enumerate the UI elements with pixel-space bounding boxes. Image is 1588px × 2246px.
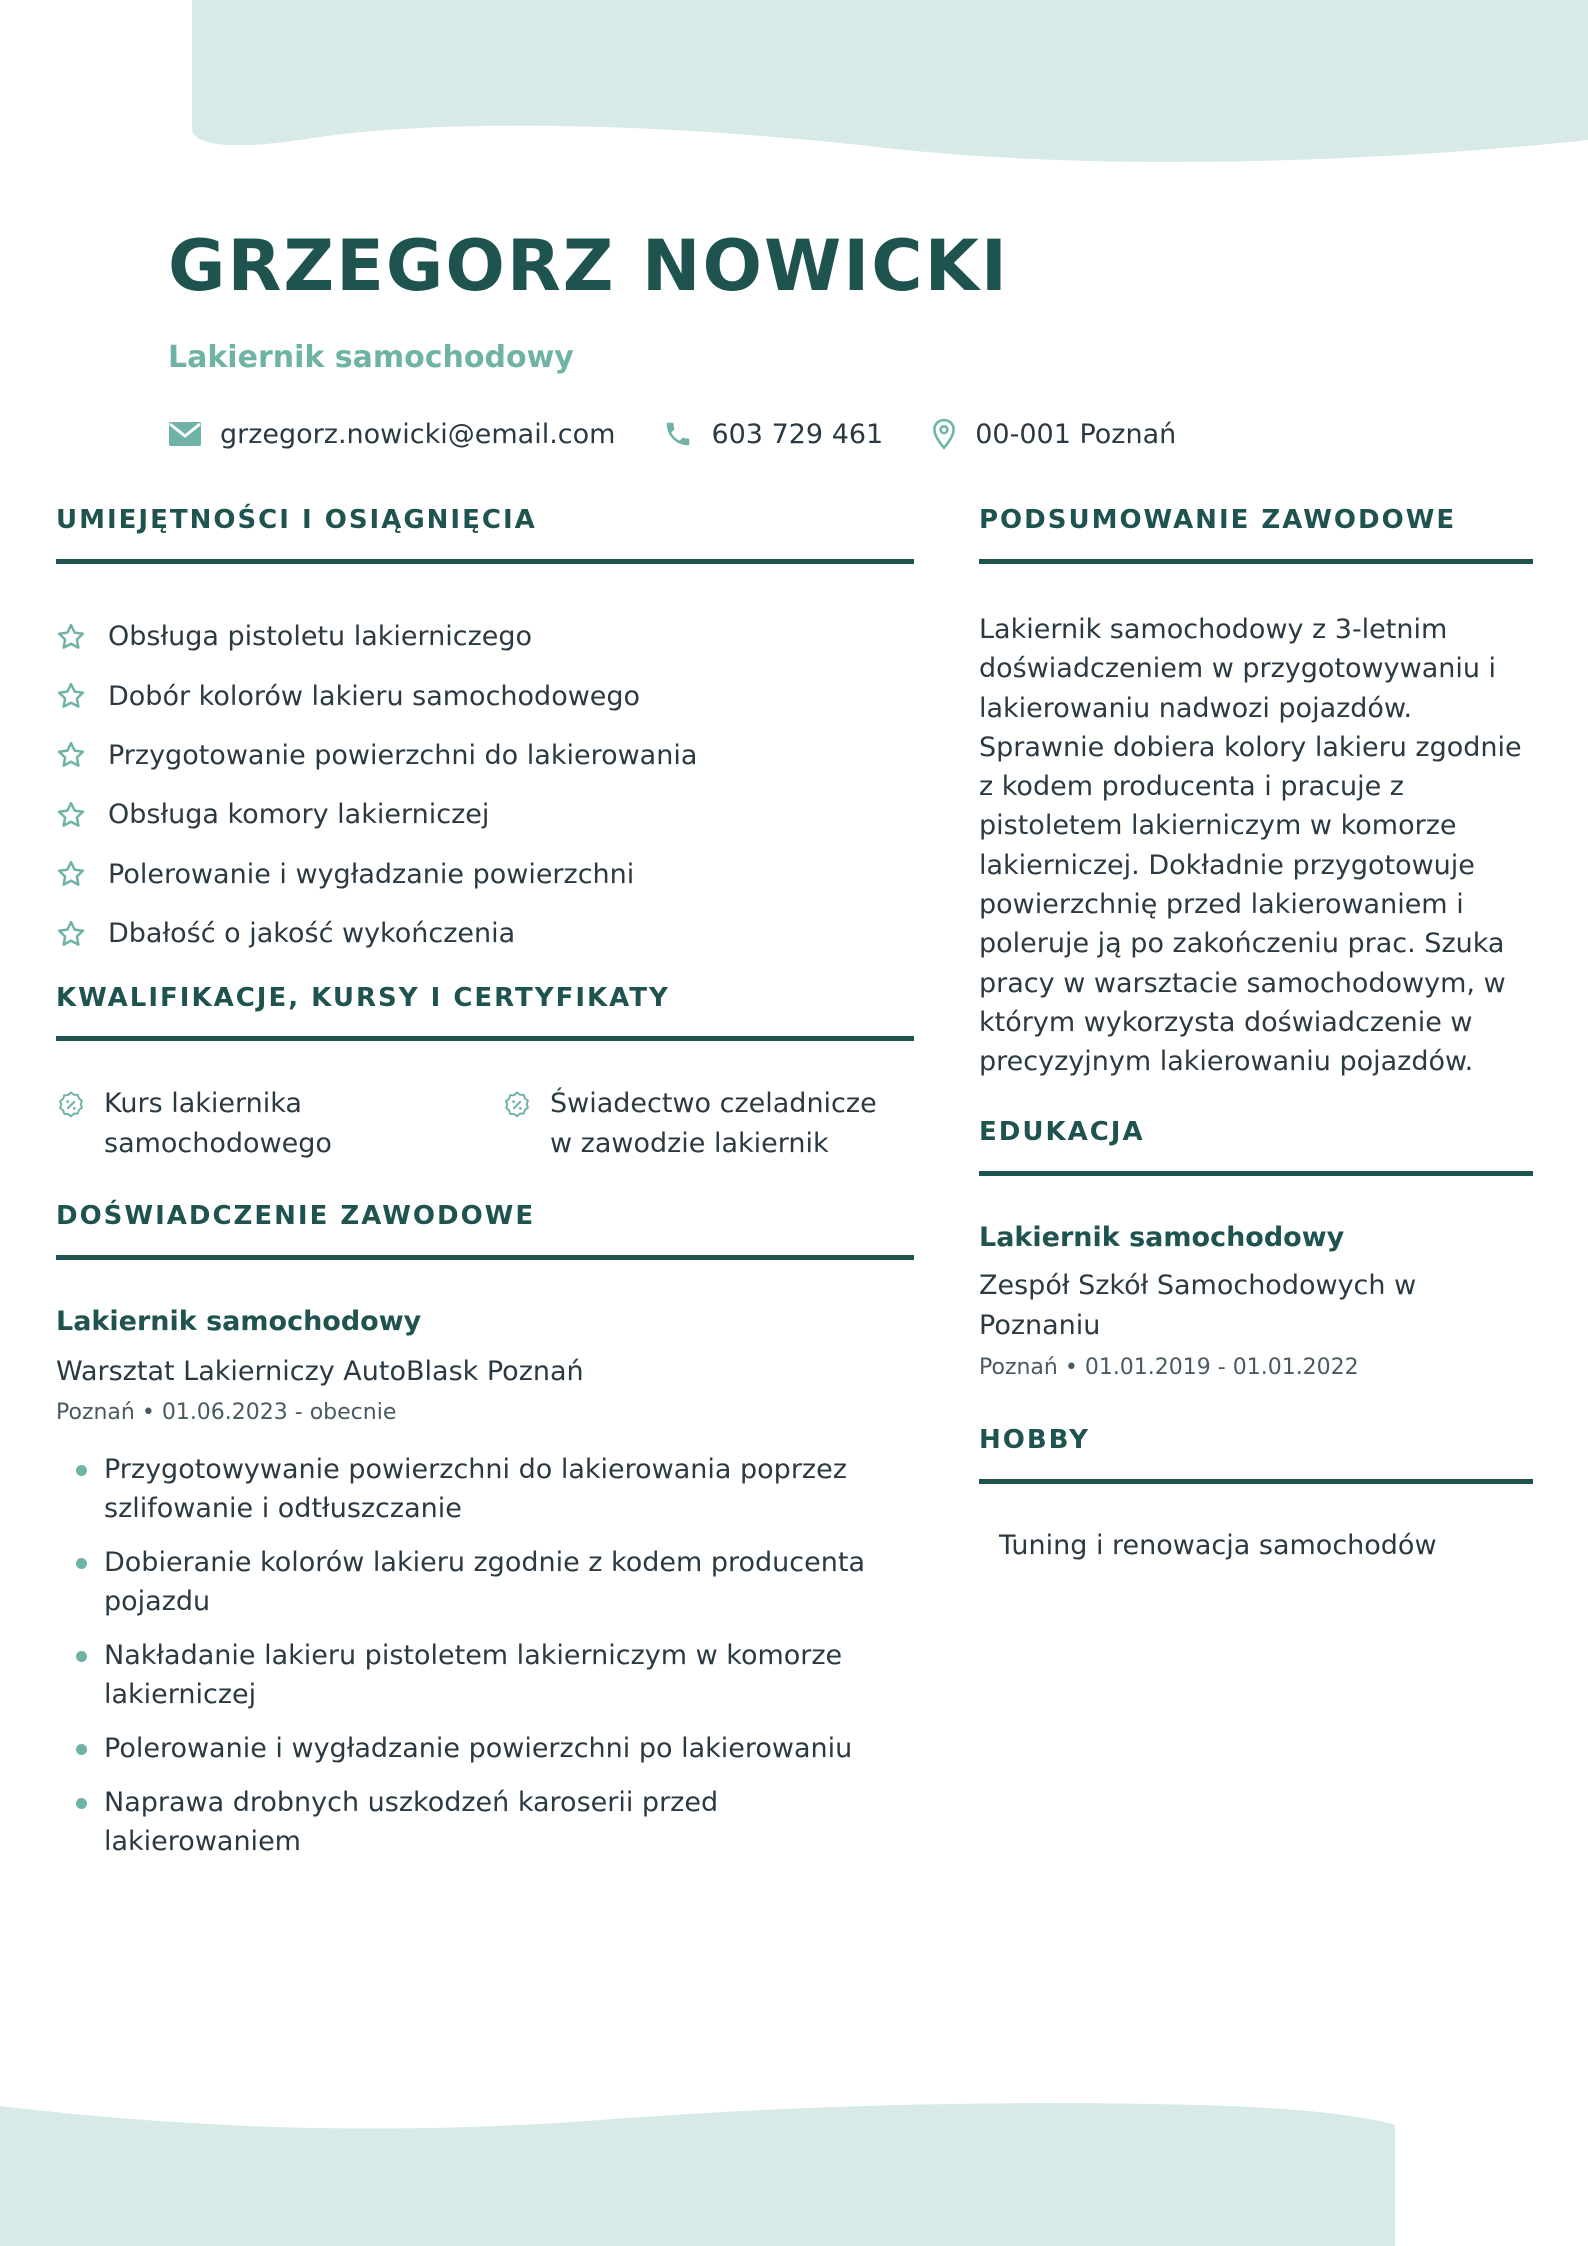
contact-email[interactable] bbox=[168, 419, 615, 450]
skill-label: Przygotowanie powierzchni do lakierowania bbox=[108, 739, 698, 771]
skill-item bbox=[56, 726, 916, 785]
star-icon bbox=[56, 740, 86, 770]
skill-item bbox=[56, 785, 916, 844]
contact-location bbox=[931, 418, 1176, 450]
cert-item bbox=[56, 1084, 332, 1164]
education-heading: EDUKACJA bbox=[979, 1117, 1145, 1147]
duty-item: Przygotowywanie powierzchni do lakierowania poprzez szlifowanie i odtłuszczanie bbox=[56, 1450, 916, 1528]
skill-item bbox=[56, 904, 916, 963]
skills-divider bbox=[56, 559, 914, 564]
skill-label: Obsługa komory lakierniczej bbox=[108, 799, 490, 831]
skill-item bbox=[56, 666, 916, 725]
experience-heading: DOŚWIADCZENIE ZAWODOWE bbox=[56, 1201, 536, 1231]
duty-item: Dobieranie kolorów lakieru zgodnie z kodem producenta pojazdu bbox=[56, 1543, 916, 1621]
certifications-heading: KWALIFIKACJE, KURSY I CERTYFIKATY bbox=[56, 983, 670, 1013]
skills-list bbox=[56, 607, 916, 963]
cert-line: Kurs lakiernika bbox=[104, 1088, 302, 1119]
hobby-text: Tuning i renowacja samochodów bbox=[999, 1530, 1437, 1561]
email-text: grzegorz.nowicki@email.com bbox=[220, 418, 616, 450]
phone-text: 603 729 461 bbox=[711, 418, 884, 450]
star-icon bbox=[56, 800, 86, 830]
summary-heading: PODSUMOWANIE ZAWODOWE bbox=[979, 505, 1457, 535]
duties-list bbox=[56, 1450, 916, 1876]
education-meta: Poznań • 01.01.2019 - 01.01.2022 bbox=[979, 1355, 1359, 1380]
experience-divider bbox=[56, 1255, 914, 1260]
skill-item bbox=[56, 845, 916, 904]
map-pin-icon bbox=[931, 418, 957, 450]
experience-position: Lakiernik samochodowy bbox=[56, 1306, 422, 1337]
education-school: Zespół Szkół Samochodowych w Poznaniu bbox=[979, 1270, 1417, 1341]
cert-line: Świadectwo czeladnicze bbox=[550, 1088, 877, 1119]
hobby-divider bbox=[979, 1479, 1533, 1484]
location-text: 00-001 Poznań bbox=[975, 418, 1177, 450]
badge-percent-icon bbox=[502, 1090, 532, 1120]
certifications-divider bbox=[56, 1036, 914, 1041]
star-icon bbox=[56, 919, 86, 949]
contact-bar bbox=[168, 418, 1224, 450]
bottom-wave-decoration bbox=[0, 2080, 1588, 2246]
duty-item: Nakładanie lakieru pistoletem lakierniczym w komorze lakierniczej bbox=[56, 1636, 916, 1714]
skills-heading: UMIEJĘTNOŚCI I OSIĄGNIĘCIA bbox=[56, 505, 537, 535]
badge-percent-icon bbox=[56, 1090, 86, 1120]
education-divider bbox=[979, 1171, 1533, 1176]
skill-label: Polerowanie i wygładzanie powierzchni bbox=[108, 858, 635, 890]
candidate-name: GRZEGORZ NOWICKI bbox=[168, 225, 1009, 307]
cert-text bbox=[104, 1084, 332, 1164]
experience-company: Warsztat Lakierniczy AutoBlask Poznań bbox=[56, 1356, 584, 1387]
job-title: Lakiernik samochodowy bbox=[168, 340, 574, 375]
star-icon bbox=[56, 622, 86, 652]
summary-text: Lakiernik samochodowy z 3-letnim doświadczeniem w przygotowywaniu i lakierowaniu nadwozi pojazdów. Sprawnie dobiera kolory lakieru zgodnie z kodem producenta i pracuje z pistoletem lakierniczym w komorze lakierniczej. Dokładnie przygotowuje powierzchnię przed lakierowaniem i poleruje ją po zakończeniu prac. Szuka pracy w warsztacie samochodowym, w którym wykorzysta doświadczenie w precyzyjnym lakierowaniu pojazdów. bbox=[979, 614, 1522, 1078]
skill-label: Dbałość o jakość wykończenia bbox=[108, 918, 516, 950]
duty-item: Polerowanie i wygładzanie powierzchni po lakierowaniu bbox=[56, 1729, 916, 1768]
summary-divider bbox=[979, 559, 1533, 564]
hobby-heading: HOBBY bbox=[979, 1425, 1090, 1455]
cert-line: samochodowego bbox=[104, 1128, 332, 1159]
cert-text bbox=[550, 1084, 877, 1164]
skill-label: Dobór kolorów lakieru samochodowego bbox=[108, 680, 641, 712]
top-wave-decoration bbox=[0, 0, 1588, 170]
star-icon bbox=[56, 859, 86, 889]
cert-line: w zawodzie lakiernik bbox=[550, 1128, 829, 1159]
duty-item: Naprawa drobnych uszkodzeń karoserii przed lakierowaniem bbox=[56, 1783, 916, 1861]
cert-item bbox=[502, 1084, 877, 1164]
skill-label: Obsługa pistoletu lakierniczego bbox=[108, 621, 533, 653]
education-degree: Lakiernik samochodowy bbox=[979, 1222, 1345, 1253]
skill-item bbox=[56, 607, 916, 666]
star-icon bbox=[56, 681, 86, 711]
envelope-icon bbox=[168, 421, 202, 447]
phone-icon bbox=[663, 419, 693, 449]
experience-meta: Poznań • 01.06.2023 - obecnie bbox=[56, 1400, 397, 1425]
contact-phone[interactable] bbox=[663, 419, 883, 450]
